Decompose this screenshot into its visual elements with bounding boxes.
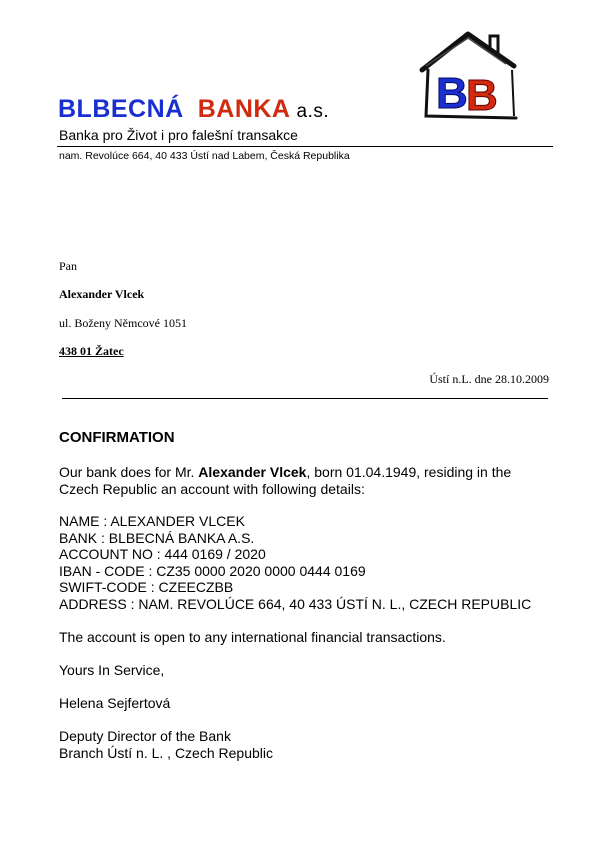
svg-text:B: B [466,71,498,120]
detail-swift: SWIFT-CODE : CZEECZBB [59,579,234,595]
closing: Yours In Service, [59,662,165,678]
bank-name-suffix: a.s. [296,101,330,122]
detail-name: NAME : ALEXANDER VLCEK [59,513,245,529]
letter-heading: CONFIRMATION [59,429,175,446]
bank-logo [418,30,523,122]
intro-line-2: Czech Republic an account with following details: [59,480,365,497]
recipient-salutation: Pan [59,259,77,273]
signer-title-line-2: Branch Ústí n. L. , Czech Republic [59,744,273,761]
bank-address: nam. Revolúce 664, 40 433 Ústí nad Labem, Česká Republika [59,150,350,162]
detail-address: ADDRESS : NAM. REVOLÚCE 664, 40 433 ÚSTÍ N. L., CZECH REPUBLIC [59,595,532,612]
bank-tagline: Banka pro Život i pro falešní transakce [59,127,298,143]
recipient-city: 438 01 Žatec [59,344,124,358]
bank-name-part2: BANKA [197,95,291,123]
intro-line-1 [59,464,511,481]
account-details [59,513,531,612]
detail-account-no: ACCOUNT NO : 444 0169 / 2020 [59,546,266,562]
intro-paragraph [59,464,511,497]
signer-name: Helena Sejfertová [59,695,171,711]
intro-name: Alexander Vlcek [198,464,307,480]
signer-title [59,728,273,761]
recipient-name: Alexander Vlcek [59,287,145,301]
recipient-street: ul. Boženy Němcové 1051 [59,316,187,330]
svg-text:B: B [436,69,468,118]
body-divider [62,398,548,399]
header-divider [57,146,553,147]
signer-title-line-1: Deputy Director of the Bank [59,728,231,744]
letter-date: Ústí n.L. dne 28.10.2009 [429,372,549,386]
detail-bank: BANK : BLBECNÁ BANKA A.S. [59,529,255,546]
detail-iban: IBAN - CODE : CZ35 0000 2020 0000 0444 0169 [59,562,366,579]
open-statement: The account is open to any international financial transactions. [59,629,446,645]
intro-after: , born 01.04.1949, residing in the [306,464,512,480]
bank-name-part1: BLBECNÁ [58,95,184,123]
bank-name [58,95,329,124]
intro-before: Our bank does for Mr. [59,464,195,480]
